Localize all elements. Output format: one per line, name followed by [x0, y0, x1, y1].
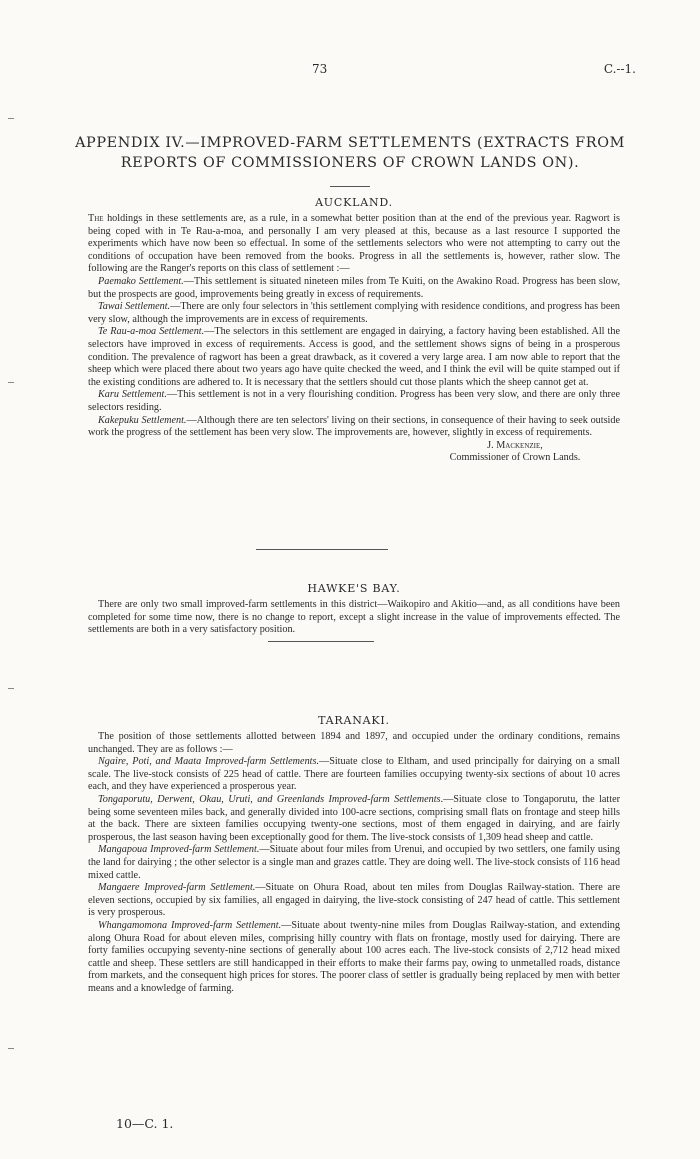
- page-header: [0, 62, 700, 78]
- entry-name: Tongaporutu, Derwent, Okau, Uruti, and Greenlands Improved-farm Settlements: [98, 793, 441, 805]
- entry-text: —Situate about twenty-nine miles from Douglas Railway-station, and extending along Ohura Road for about eleven miles, comprising hilly country with flats on frontage, mostly used for dairying. There are forty families occupying seventy-nine sections of generally about 100 acres each. The live-stock consists of 2,712 head mixed cattle and sheep. These settlers are still handicapped in their efforts to make their farms pay, owing to unmetalled roads, distance from markets, and the consequent high prices for stores. The poorer class of settler is gradually being replaced by men with better means and a knowledge of farming.: [88, 919, 620, 994]
- entry-name: Mangapoua Improved-farm Settlement.: [98, 844, 260, 856]
- taranaki-entry: [88, 844, 620, 882]
- auckland-entry: [88, 276, 620, 301]
- entry-text: —Although there are ten selectors' living on their sections, in consequence of their having to seek outside work the progress of the settlement has been very slow. The improvements are, however, slightly in excess of requirements.: [88, 414, 620, 439]
- margin-mark: [8, 382, 14, 383]
- entry-text: —Situate close to Eltham, and used principally for dairying on a small scale. The live-stock consists of 225 head of cattle. There are fourteen families occupying twenty-six sections of about 10 acres each, and they have experienced a prosperous year.: [88, 756, 620, 793]
- taranaki-section: [88, 714, 620, 995]
- appendix-title: [72, 133, 628, 173]
- auckland-intro-text: holdings in these settlements are, as a rule, in a somewhat better position than at the end of the previous year. Ragwort is being coped with in Te Rau-a-moa, and personally I am very pleased at this, because as a last resource I supported the experiments which have now been so effectual. In some of the settlements selectors who were not attempting to carry out the conditions of occupation have been removed from the books. Progress in all the settlements is, however, rather slow. The following are the Ranger's reports on this class of settlement :—: [88, 213, 620, 275]
- entry-name: Mangaere Improved-farm Settlement.: [98, 882, 256, 894]
- entry-name: Karu Settlement.: [98, 389, 167, 401]
- title-divider: [330, 186, 370, 187]
- entry-name: Tawai Settlement.: [98, 301, 171, 313]
- entry-name: Paemako Settlement.: [98, 275, 184, 287]
- hawkes-bay-heading: HAWKE'S BAY.: [307, 582, 401, 595]
- entry-name: Kakepuku Settlement.: [98, 414, 187, 426]
- taranaki-entry: [88, 794, 620, 844]
- signature-block: [420, 440, 610, 466]
- title-line-2: REPORTS OF COMMISSIONERS OF CROWN LANDS ON).: [120, 155, 580, 171]
- auckland-entry: [88, 389, 620, 414]
- auckland-intro-lead: The: [88, 213, 104, 224]
- auckland-intro: [88, 213, 620, 276]
- entry-text: —Situate on Ohura Road, about ten miles from Douglas Railway-station. There are eleven sections, occupied by six families, all engaged in dairying, the live-stock consisting of 247 head of cattle. This settlement is very prosperous.: [88, 882, 620, 919]
- entry-text: —This settlement is situated nineteen miles from Te Kuiti, on the Awakino Road. Progress has been slow, but the prospects are good, improvements being greatly in excess of requirements.: [88, 275, 620, 300]
- entry-name: Ngaire, Poti, and Maata Improved-farm Settlements.: [98, 756, 319, 768]
- entry-text: —This settlement is not in a very flourishing condition. Progress has been very slow, and there are only three selectors residing.: [88, 389, 620, 413]
- section-divider: [256, 549, 388, 550]
- signature-name: J. Mackenzie,: [487, 439, 543, 451]
- margin-mark: [8, 118, 14, 119]
- margin-mark: [8, 1048, 14, 1049]
- auckland-entry: [88, 301, 620, 326]
- entry-name: Whangamomona Improved-farm Settlement.: [98, 919, 282, 931]
- taranaki-intro: The position of those settlements allotted between 1894 and 1897, and occupied under the ordinary conditions, remains unchanged. They are as follows :—: [88, 731, 620, 755]
- taranaki-entry: [88, 920, 620, 996]
- auckland-entry: [88, 415, 620, 440]
- title-line-1: APPENDIX IV.—IMPROVED-FARM SETTLEMENTS (EXTRACTS FROM: [75, 135, 625, 151]
- signature-title: Commissioner of Crown Lands.: [449, 452, 581, 464]
- entry-text: —The selectors in this settlement are engaged in dairying, a factory having been established. All the selectors have improved in excess of requirements. Access is good, and the settlement shows signs of being in a prosperous condition. The prevalence of ragwort has been a great drawback, as it covered a very large area. I am now able to report that the sheep which were placed there about two years ago have quite checked the weed, and I think the evil will be quite stamped out if the existing conditions are adhered to. It is necessary that the settlers should cut those plants which the sheep cannot get at.: [88, 326, 620, 388]
- taranaki-entry: [88, 756, 620, 794]
- margin-mark: [8, 688, 14, 689]
- auckland-section: [88, 196, 620, 465]
- auckland-entry: [88, 326, 620, 389]
- entry-name: Te Rau-a-moa Settlement.: [98, 326, 205, 338]
- auckland-heading: AUCKLAND.: [315, 196, 393, 209]
- entry-text: —There are only four selectors in 'this settlement complying with residence conditions, and progress has been very slow, although the improvements are in excess of requirements.: [88, 301, 620, 325]
- footer-reference: 10—C. 1.: [116, 1116, 174, 1131]
- hawkes-bay-text: There are only two small improved-farm settlements in this district—Waikopiro and Akitio—and, as all conditions have been completed for some time now, there is no change to report, except a slight increase in the value of improvements effected. The settlements are both in a very satisfactory position.: [88, 599, 620, 636]
- entry-text: .—Situate close to Tongaporutu, the latter being some seventeen miles back, and generally divided into 100-acre sections, comprising small flats on frontage and steep hills at the back. There are sixteen families occupying twenty-one sections, most of them engaged in dairying, and are fairly prosperous, the last season having been exceptionally good for them. The live-stock consists of 1,309 head sheep and cattle.: [88, 793, 620, 843]
- page-number: 73: [312, 62, 328, 76]
- taranaki-heading: TARANAKI.: [318, 714, 390, 727]
- entry-text: —Situate about four miles from Urenui, and occupied by two settlers, one family using the land for dairying ; the other selector is a single man and grazes cattle. They are doing well. The live-stock consists of 116 head mixed cattle.: [88, 844, 620, 881]
- page-reference: C.--1.: [603, 62, 636, 76]
- hawkes-bay-section: [88, 582, 620, 637]
- taranaki-entry: [88, 882, 620, 920]
- section-divider: [268, 641, 374, 642]
